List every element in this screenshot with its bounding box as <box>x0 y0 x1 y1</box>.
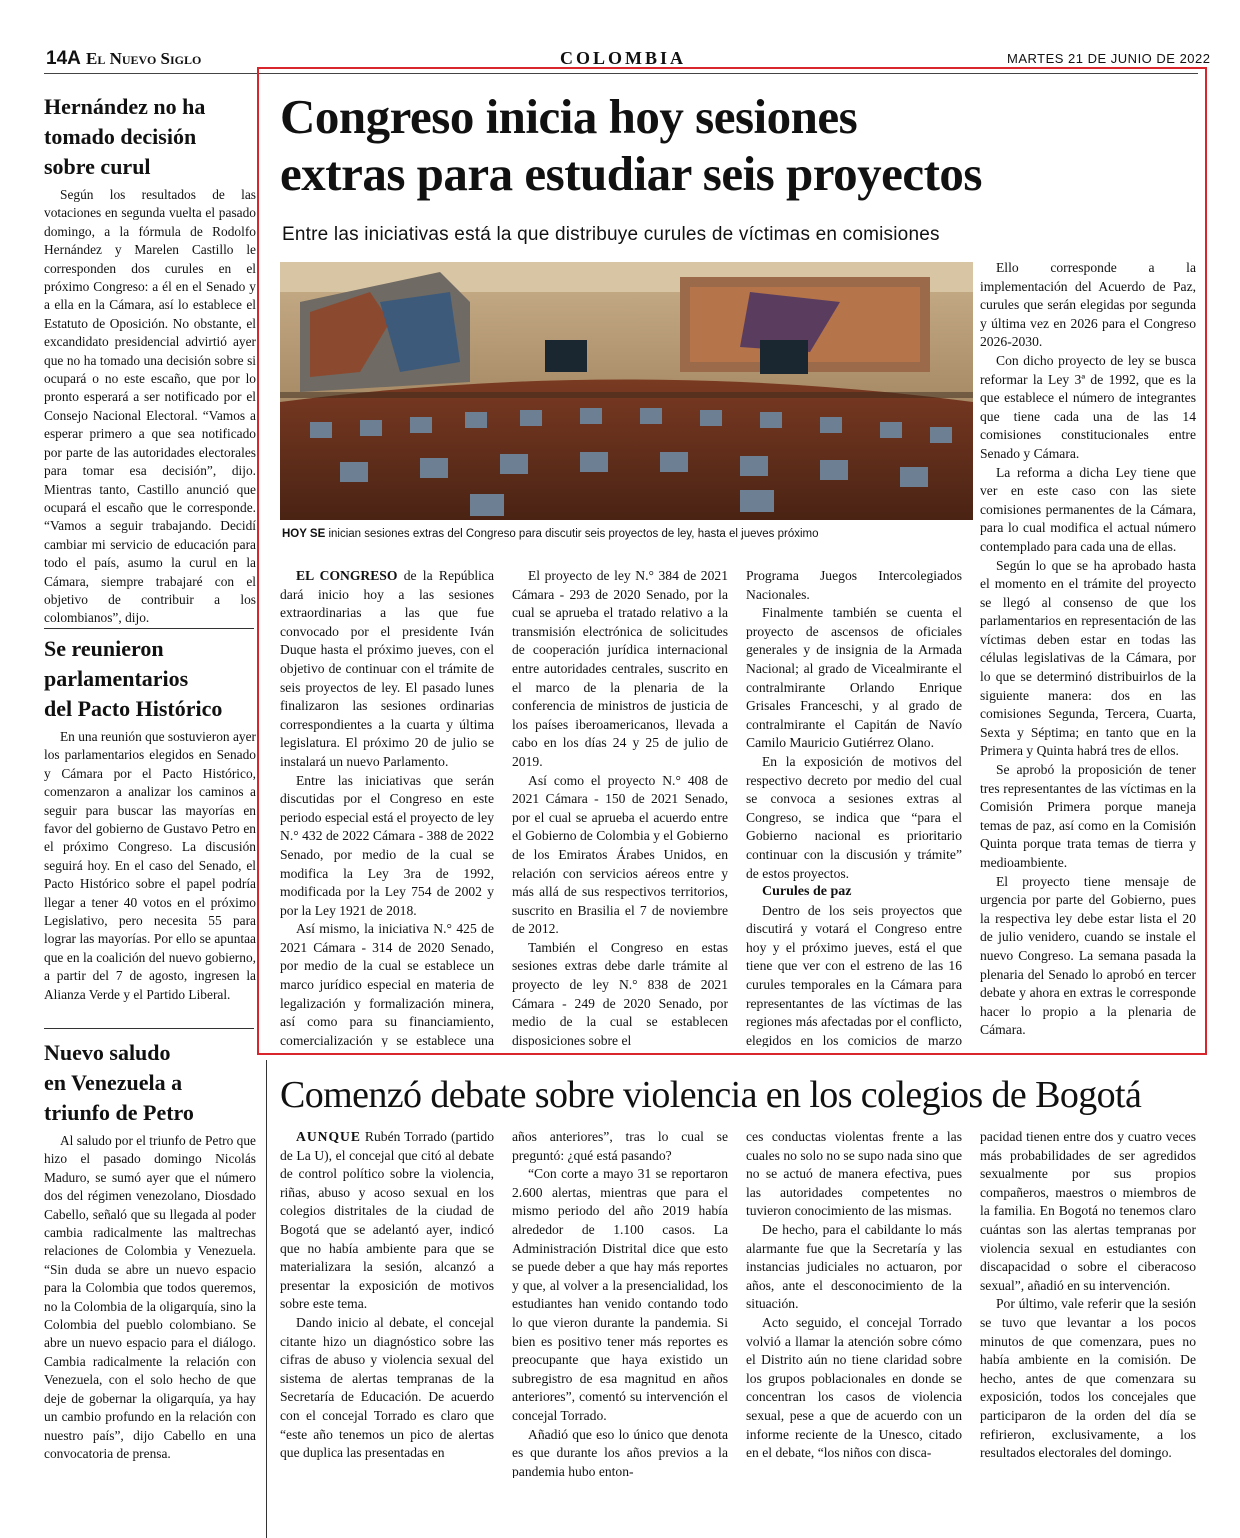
second-headline: Comenzó debate sobre violencia en los colegios de Bogotá <box>280 1074 1142 1116</box>
paragraph: Dando inicio al debate, el concejal citante hizo un diagnóstico sobre las cifras de abuso y violencia sexual del sistema de alertas tempranas de la Secretaría de Educación. De acuerdo con el concejal Torrado es claro que “este año tenemos un pico de alertas que duplica las presentadas en <box>280 1314 494 1461</box>
section-title: COLOMBIA <box>560 48 687 68</box>
paragraph: Por último, vale referir que la sesión se tuvo que levantar a los pocos minutos de que comenzara, pues no había ambiente en la comisión. De hecho, antes de que comenzara su exposición, todos los concejales que participaron de la orden del día se refirieron, exclusivamente, a los resultados electorales del domingo. <box>980 1296 1196 1461</box>
main-headline <box>280 88 1180 202</box>
paragraph: Programa Juegos Intercolegiados Nacionales. <box>746 568 962 602</box>
subheading: Curules de paz <box>762 884 852 900</box>
headline-line: sobre curul <box>44 154 151 179</box>
lead-in: AUNQUE <box>296 1129 361 1144</box>
sidebar-headline-3 <box>44 1038 194 1128</box>
paragraph: Así como el proyecto N.° 408 de 2021 Cámara - 150 de 2021 Senado, por el cual se aprueba el acuerdo entre el Gobierno de Colombia y el Gobierno de los Emiratos Árabes Unidos, en relación con servicios aéreos entre y más allá de sus respectivos territorios, suscrito en Brasilia el 7 de noviembre de 2012. <box>512 772 728 937</box>
paragraph: En una reunión que sostuvieron ayer los parlamentarios elegidos en Senado y Cámara por el Pacto Histórico, comenzaron a analizar los caminos a seguir para buscar las mayorías en favor del gobierno de Gustavo Petro en el próximo Congreso. La discusión seguirá hoy. En el caso del Senado, el Pacto Histórico sobre el papel podría llegar a tener 40 votos en el próximo Legislativo, pero necesita 55 para lograr las mayorías. Por ello se apuntaa que en la coalición del nuevo gobierno, a partir del 7 de agosto, ingresen la Alianza Verde y el Partido Liberal. <box>44 729 256 1002</box>
paragraph: También el Congreso en estas sesiones extras debe darle trámite al proyecto de ley N.° 838 de 2021 Cámara - 249 de 2020 Senado, por medio de la cual se establecen disposiciones sobre el <box>512 939 728 1047</box>
headline-line: Se reunieron <box>44 636 164 661</box>
second-story-column-4 <box>980 1128 1196 1478</box>
main-subheadline: Entre las iniciativas está la que distribuye curules de víctimas en comisiones <box>282 224 940 245</box>
paragraph: Dentro de los seis proyectos que discutirá y votará el Congreso entre hoy y el próximo jueves, está el que tiene que ver con el estreno de las 16 curules temporales en la Cámara para representantes de las víctimas de las regiones más afectadas por el conflicto, elegidos en los comicios de marzo <box>746 902 962 1047</box>
second-story-column-2 <box>512 1128 728 1478</box>
sidebar-divider <box>44 628 254 629</box>
paragraph: Al saludo por el triunfo de Petro que hizo el pasado domingo Nicolás Maduro, se sumó ayer que el número dos del régimen venezolano, Diosdado Cabello, señaló que su llegada al poder cambia radicalmente las maltrechas relaciones de Colombia y Venezuela. “Sin duda se abre un nuevo espacio para la Colombia que todos queremos, no la Colombia de la oligarquía, sino la Colombia del pueblo colombiano. Se abre un nuevo espacio para el diálogo. Cambia radicalmente la relación con Venezuela, con el solo hecho de que deje de gobernar la oligarquía, ya hay un cambio profundo en la relación con nuestro país”, dijo Cabello en una convocatoria de prensa. <box>44 1133 256 1461</box>
congress-chamber-photo <box>280 262 973 520</box>
paragraph: “Con corte a mayo 31 se reportaron 2.600 alertas, mientras que para el mismo periodo del año 2019 había alrededor de 1.100 casos. La Administración Distrital dice que esto se puede deber a que hay más reportes y que, al volver a la presencialidad, los estudiantes han venido contando todo lo que vieron durante la pandemia. Si bien es positivo tener más reportes es preocupante que haya existido un subregistro de esa magnitud en años anteriores”, comentó su intervención el concejal Torrado. <box>512 1166 728 1423</box>
paragraph: Finalmente también se cuenta el proyecto de ascensos de oficiales generales y de insignia de la Armada Nacional; al grado de Vicealmirante el contralmirante Orlando Enrique Grisales Franceschi, y al grado de contralmirante el Capitán de Navío Camilo Mauricio Gutiérrez Olano. <box>746 605 962 751</box>
paragraph: Así mismo, la iniciativa N.° 425 de 2021 Cámara - 314 de 2020 Senado, por medio de la cual se establece un marco jurídico especial en materia de legalización y formalización minera, así como para su financiamiento, comercialización y se establece una <box>280 921 494 1047</box>
headline-line: triunfo de Petro <box>44 1100 194 1125</box>
paragraph: Según los resultados de las votaciones en segunda vuelta el pasado domingo, a la fórmula de Rodolfo Hernández y Marelen Castillo le corresponden dos curules en el próximo Congreso: a él en el Senado y a ella en la Cámara, así lo establece el Estatuto de Oposición. No obstante, el excandidato presidencial advirtió ayer que no ha tomado una decisión sobre si ocupará o no este escaño, que por lo pronto esperará a ser notificado por el Consejo Nacional Electoral. “Vamos a esperar primero a que sea notificado por parte de las autoridades electorales para tomar esa decisión”, dijo. Mientras tanto, Castillo anunció que ocupará el escaño que le corresponde. “Vamos a seguir trabajando. Decidí cambiar mi servicio de educación para todo el país, asumo la curul en la Cámara, siempre trabajaré con el objetivo de contribuir a los colombianos”, dijo. <box>44 187 256 626</box>
paragraph: Se aprobó la proposición de tener tres representantes de las víctimas en la Comisión Primera porque maneja temas de paz, así como en la Comisión Quinta porque trata temas de tierra y medioambiente. <box>980 762 1196 870</box>
second-story-column-3 <box>746 1128 962 1478</box>
headline-line: Congreso inicia hoy sesiones <box>280 89 858 144</box>
paragraph: Rubén Torrado (partido de La U), el concejal que citó al debate de control político sobre la violencia, riñas, abuso y acoso sexual en los colegios distritales de la ciudad de Bogotá que se adelantó ayer, indicó que no había ambiente para que se materializara la sesión, alcanzó a presentar la exposición de motivos sobre este tema. <box>280 1129 494 1312</box>
sidebar-story-1-body <box>44 186 256 626</box>
sidebar-story-2-body <box>44 728 256 1022</box>
main-story-column-3 <box>746 567 962 1047</box>
main-story-column-4 <box>980 259 1196 1049</box>
sidebar-divider <box>44 1028 254 1029</box>
page-header <box>0 0 1240 74</box>
paragraph: Acto seguido, el concejal Torrado volvió a llamar la atención sobre cómo el Distrito aún no tiene claridad sobre los grupos poblacionales en donde se concentran los casos de violencia sexual, pese a que de acuerdo con un informe reciente de la Unesco, citado en el debate, “los niños con disca- <box>746 1314 962 1461</box>
paragraph: De hecho, para el cabildante lo más alarmante fue que la Secretaría y las instancias judiciales no actuaron, por años, ante el desconocimiento de la situación. <box>746 1221 962 1312</box>
headline-line: Nuevo saludo <box>44 1040 171 1065</box>
headline-line: parlamentarios <box>44 666 189 691</box>
paragraph: Entre las iniciativas que serán discutidas por el Congreso en este periodo especial está el proyecto de ley N.° 432 de 2022 Cámara - 388 de 2022 Senado, por medio de la cual se modifica la Ley 3ra de 1992, modificada por la Ley 754 de 2002 y por la Ley 1921 de 2018. <box>280 772 494 918</box>
headline-line: tomado decisión <box>44 124 197 149</box>
sidebar-story-3-body <box>44 1132 256 1476</box>
paragraph: El proyecto de ley N.° 384 de 2021 Cámara - 293 de 2020 Senado, por la cual se aprueba el tratado relativo a la transmisión electrónica de solicitudes de cooperación jurídica internacional entre autoridades centrales, suscrito en el marco de la plenaria de la conferencia de ministros de justicia de los países iberoamericanos, llevada a cabo en los días 24 y 25 de julio de 2019. <box>512 568 728 769</box>
paragraph: Ello corresponde a la implementación del Acuerdo de Paz, curules que serán elegidas por segunda y última vez en 2026 para el Congreso 2026-2030. <box>980 260 1196 350</box>
paragraph: pacidad tienen entre dos y cuatro veces más probabilidades de ser agredidos sexualmente por sus propios compañeros, maestros o miembros de la familia. En Bogotá no tenemos claro cuántas son las alertas tempranas por violencia sexual en estudiantes con discapacidad o sobre el ciberacoso sexual”, añadió en su intervención. <box>980 1129 1196 1293</box>
paragraph: La reforma a dicha Ley tiene que ver en este caso con las siete comisiones permanentes de la Cámara, para lo cual modifica el actual número contemplado para cada una de ellas. <box>980 464 1196 554</box>
paragraph: Con dicho proyecto de ley se busca reformar la Ley 3ª de 1992, que es la que establece el número de integrantes que tiene cada una de las 14 comisiones constitucionales entre Senado y Cámara. <box>980 352 1196 461</box>
caption-lead: HOY SE <box>282 528 326 540</box>
paragraph: Añadió que eso lo único que denota es que durante los años previos a la pandemia hubo enton- <box>512 1426 728 1478</box>
photo-caption <box>282 528 819 540</box>
paragraph: de la República dará inicio hoy a las sesiones extraordinarias a las que fue convocado por el presidente Iván Duque hasta el próximo jueves, con el objetivo de continuar con el trámite de seis proyectos de ley. El pasado lunes finalizaron las sesiones ordinarias correspondientes a la cuarta y última legislatura. El próximo 20 de julio se instalará un nuevo Parlamento. <box>280 568 494 769</box>
main-story-column-2 <box>512 567 728 1047</box>
caption-text: inician sesiones extras del Congreso para discutir seis proyectos de ley, hasta el jueves próximo <box>325 528 819 540</box>
headline-line: extras para estudiar seis proyectos <box>280 146 982 201</box>
second-story-column-1 <box>280 1128 494 1478</box>
paragraph: En la exposición de motivos del respectivo decreto por medio del cual se convoca a sesiones extras al Congreso, se indica que “para el Gobierno nacional es prioritario continuar con la discusión y trámite” de estos proyectos. <box>746 753 962 881</box>
page-number: 14A <box>46 48 81 69</box>
headline-line: en Venezuela a <box>44 1070 183 1095</box>
paragraph: Según lo que se ha aprobado hasta el momento en el trámite del proyecto se llegó al consenso de que los parlamentarios en representación de las víctimas deben estar en todas las células legislativas de la Cámara, por lo que se determinó distribuirlos de la siguiente manera: dos en las comisiones Segunda, Tercera, Cuarta, Sexta y Séptima; en tanto que en la Primera y Quinta habrá tres de ellos. <box>980 557 1196 759</box>
paragraph: años anteriores”, tras lo cual se preguntó: ¿qué está pasando? <box>512 1129 728 1163</box>
newspaper-name: El Nuevo Siglo <box>86 49 202 68</box>
sidebar-headline-2 <box>44 634 222 724</box>
headline-line: Hernández no ha <box>44 94 206 119</box>
sidebar-headline-1 <box>44 92 205 182</box>
column-divider <box>266 1060 267 1538</box>
lead-in: EL CONGRESO <box>296 568 398 583</box>
paragraph: ces conductas violentas frente a las cuales no solo no se supo nada sino que no se actuó de manera efectiva, pues las autoridades competentes no tuvieron conocimiento de las mismas. <box>746 1129 962 1219</box>
issue-date: MARTES 21 DE JUNIO DE 2022 <box>1007 51 1211 66</box>
main-story-column-1 <box>280 567 494 1047</box>
headline-line: del Pacto Histórico <box>44 696 223 721</box>
paragraph: El proyecto tiene mensaje de urgencia por parte del Gobierno, pues la respectiva ley debe estar lista el 20 de julio venidero, cuando se instale el nuevo Congreso. La semana pasada la plenaria del Senado lo aprobó en tercer debate y ahora en extras le corresponde hacer lo propio a la plenaria de Cámara. <box>980 873 1196 1038</box>
